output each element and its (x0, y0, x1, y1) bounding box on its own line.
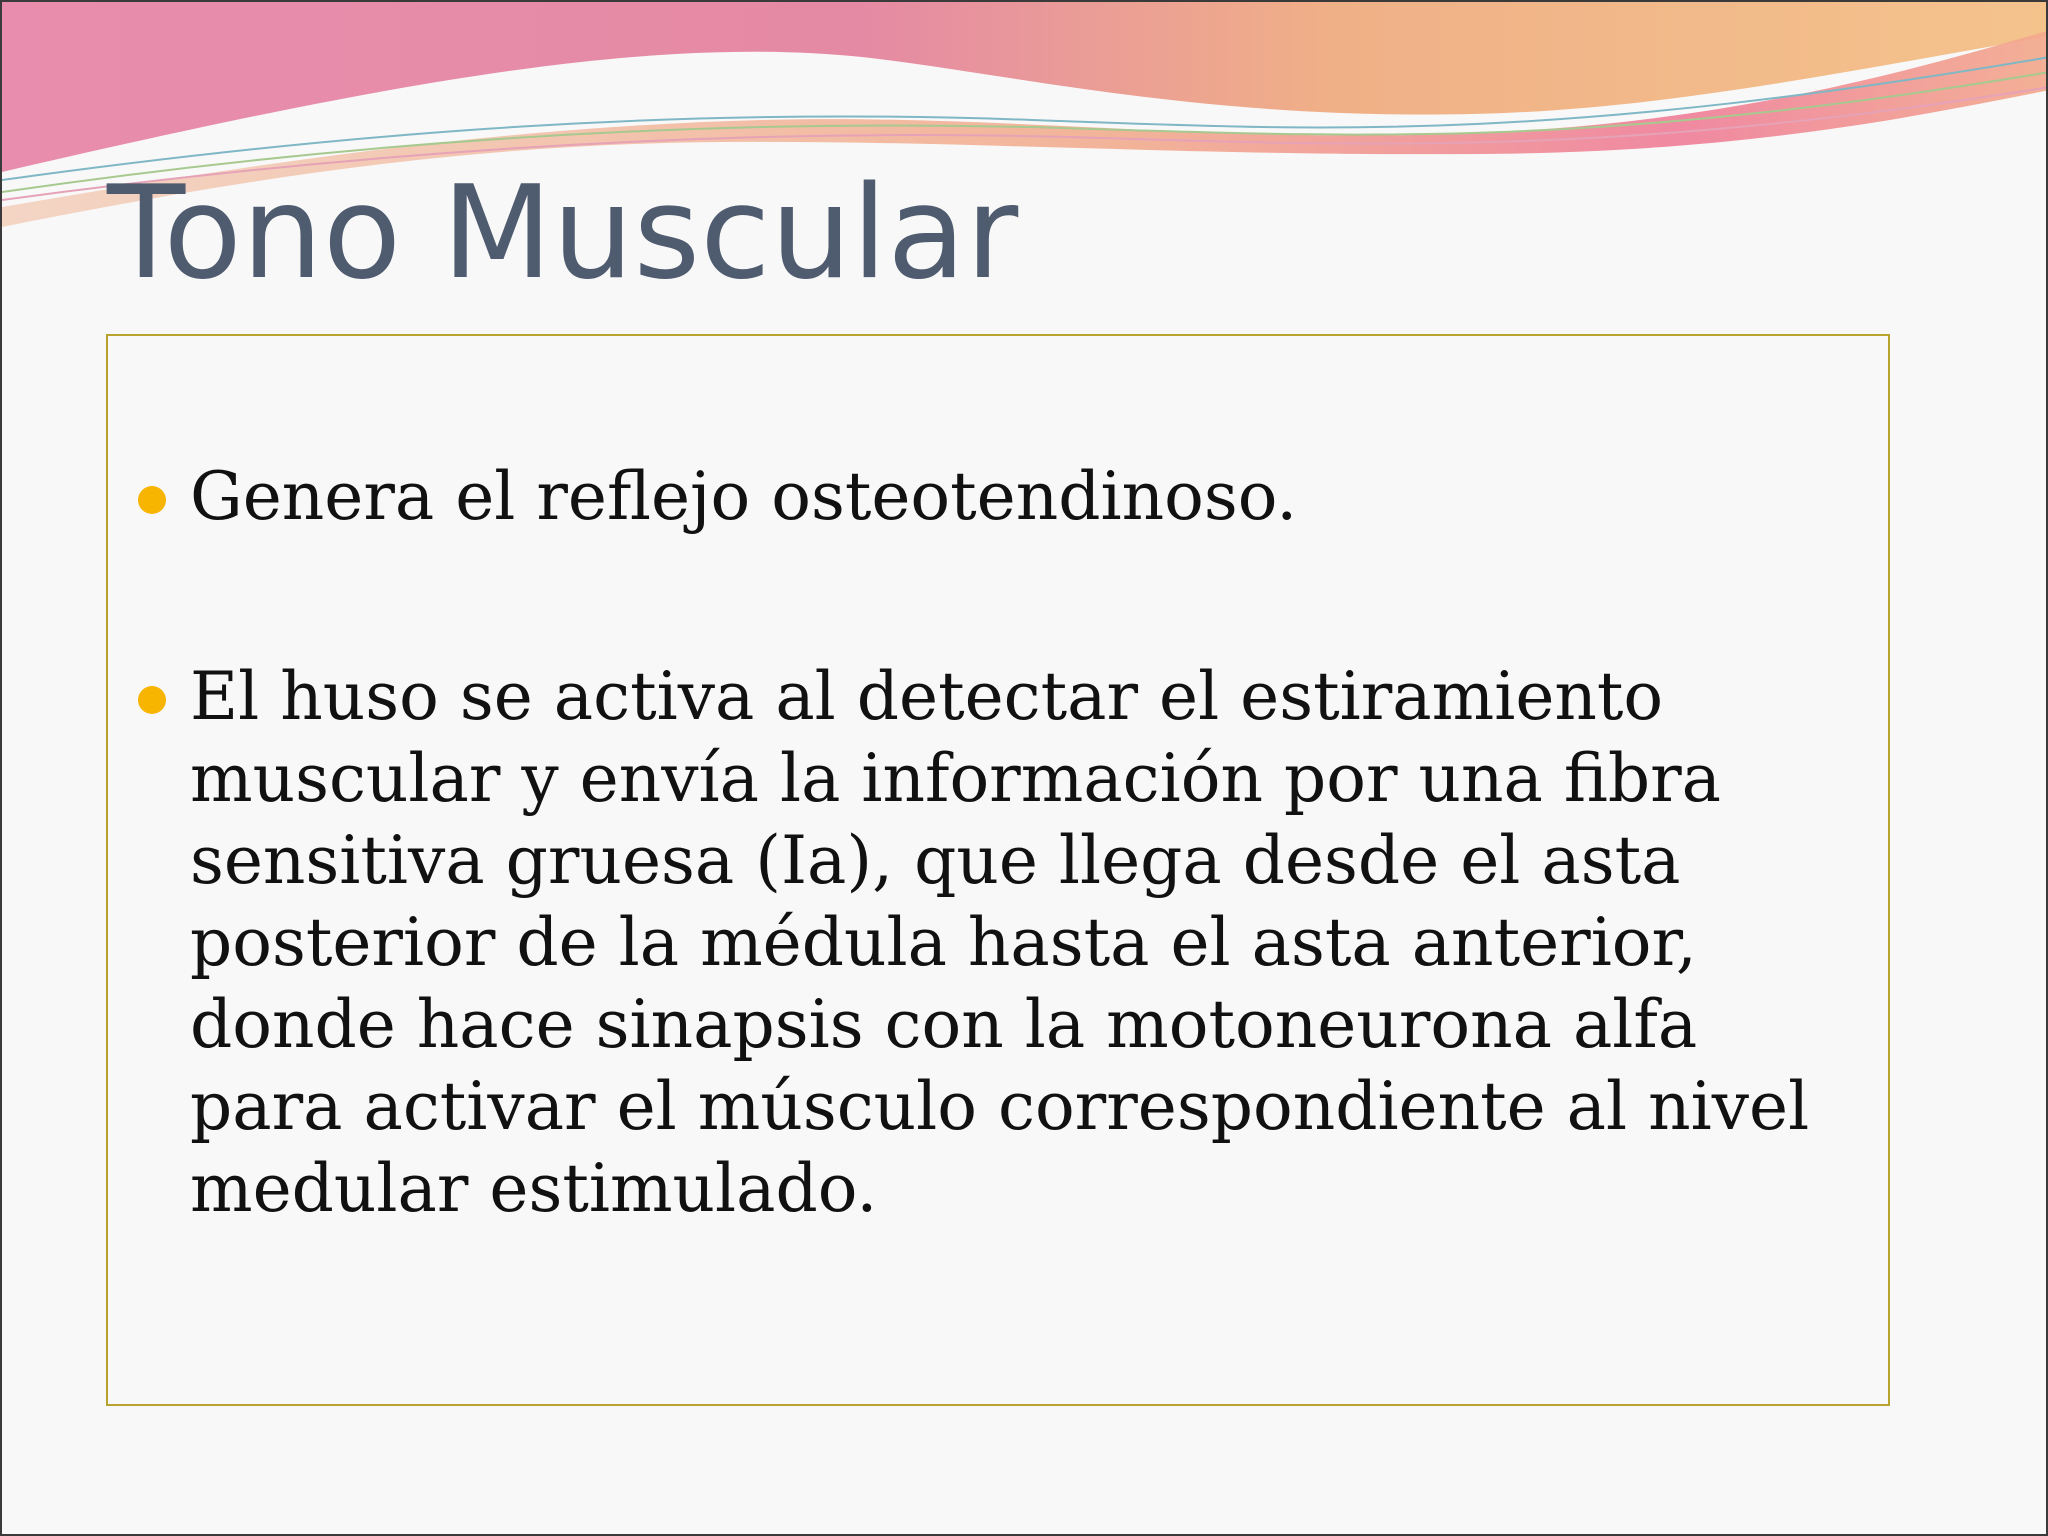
bullet-item (190, 456, 1850, 538)
bullet-item (190, 656, 1850, 1230)
slide-title: Tono Muscular (107, 159, 1019, 308)
bullet-text: Genera el reflejo osteotendinoso. (190, 458, 1298, 535)
bullet-dot-icon (138, 486, 166, 514)
bullet-list (190, 456, 1850, 1348)
content-box (106, 334, 1890, 1406)
bullet-text: El huso se activa al detectar el estiramiento muscular y envía la información por una fibra sensitiva gruesa (Ia), que llega desde el asta posterior de la médula hasta el asta anterior, donde hace sinapsis con la motoneurona alfa para activar el músculo correspondiente al nivel medular estimulado. (190, 658, 1810, 1227)
bullet-dot-icon (138, 686, 166, 714)
